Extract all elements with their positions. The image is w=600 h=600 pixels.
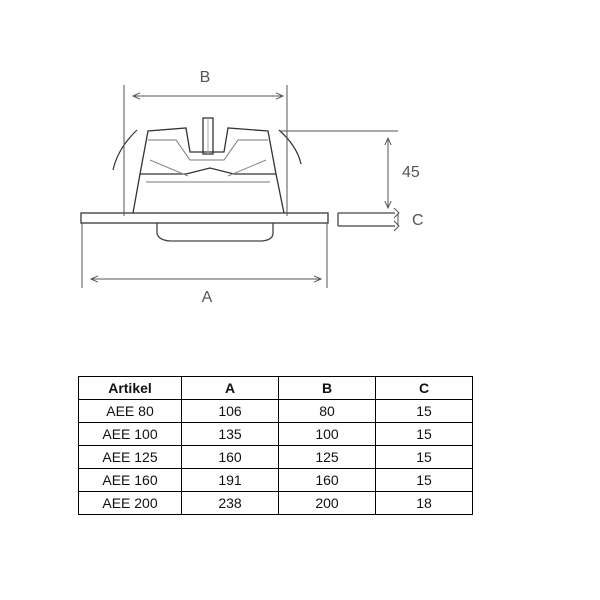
dimension-height [280, 131, 398, 208]
cell-artikel: AEE 80 [79, 400, 182, 423]
dimension-label-b: B [199, 69, 211, 86]
cell-artikel: AEE 100 [79, 423, 182, 446]
dimension-b [124, 85, 287, 216]
spring-clip-right [279, 130, 301, 164]
cell-b: 160 [279, 469, 376, 492]
header-artikel: Artikel [79, 377, 182, 400]
cell-c: 15 [376, 400, 473, 423]
table-row [79, 492, 473, 515]
dimension-label-height: 45 [402, 164, 420, 181]
cell-b: 100 [279, 423, 376, 446]
cell-artikel: AEE 160 [79, 469, 182, 492]
lower-disc [157, 223, 273, 241]
cell-artikel: AEE 200 [79, 492, 182, 515]
cell-artikel: AEE 125 [79, 446, 182, 469]
flange-plate [81, 213, 328, 223]
dimension-a [82, 223, 327, 288]
header-a: A [182, 377, 279, 400]
cell-a: 191 [182, 469, 279, 492]
table-header-row [79, 377, 473, 400]
cell-a: 238 [182, 492, 279, 515]
table-row [79, 423, 473, 446]
cell-b: 80 [279, 400, 376, 423]
cell-c: 18 [376, 492, 473, 515]
table-row [79, 446, 473, 469]
table-row [79, 469, 473, 492]
dimension-table [78, 376, 473, 515]
header-c: C [376, 377, 473, 400]
header-b: B [279, 377, 376, 400]
cell-a: 135 [182, 423, 279, 446]
cell-a: 160 [182, 446, 279, 469]
cell-c: 15 [376, 423, 473, 446]
wall-section [338, 213, 395, 226]
dimension-label-c: C [412, 212, 424, 229]
valve-body [81, 118, 328, 241]
cell-b: 125 [279, 446, 376, 469]
cell-c: 15 [376, 446, 473, 469]
cell-a: 106 [182, 400, 279, 423]
dimension-c [394, 208, 399, 231]
cell-b: 200 [279, 492, 376, 515]
spring-clip-left [113, 130, 137, 170]
cell-c: 15 [376, 469, 473, 492]
table-row [79, 400, 473, 423]
dimension-label-a: A [201, 289, 213, 306]
